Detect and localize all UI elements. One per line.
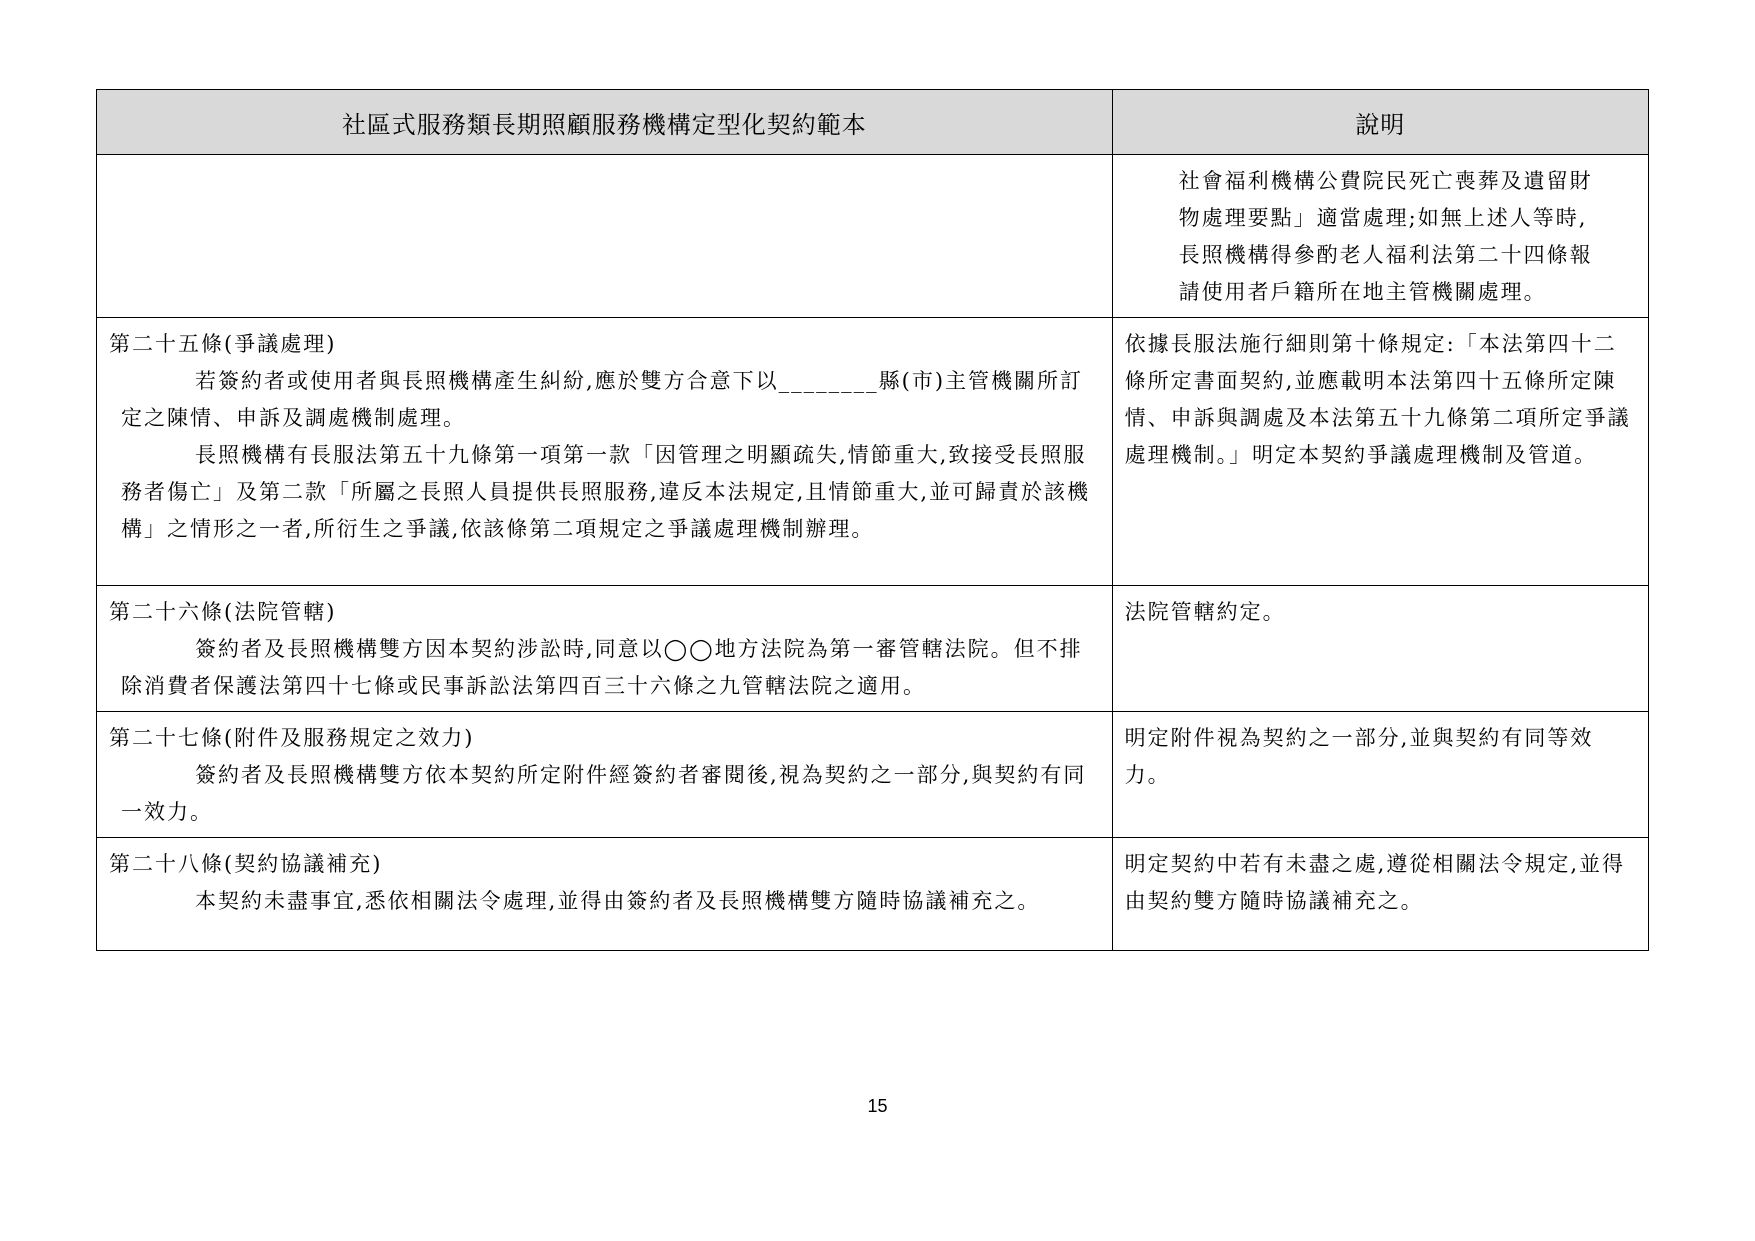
page-number: 15 [867, 1096, 888, 1116]
article-title: 第二十七條(附件及服務規定之效力) [109, 726, 475, 750]
table-row-continued [97, 155, 1649, 318]
article-cell [97, 712, 1113, 838]
article-paragraph: 長照機構有長服法第五十九條第一項第一款「因管理之明顯疏失,情節重大,致接受長照服務者傷亡」及第二款「所屬之長照人員提供長照服務,違反本法規定,且情節重大,並可歸責於該機構」之情形之一者,所衍生之爭議,依該條第二項規定之爭議處理機制辦理。 [121, 443, 1091, 541]
explanation-text: 依據長服法施行細則第十條規定:「本法第四十二條所定書面契約,並應載明本法第四十五條所定陳情、申訴與調處及本法第五十九條第二項所定爭議處理機制。」明定本契約爭議處理機制及管道。 [1124, 332, 1631, 467]
explanation-cell [1112, 318, 1648, 586]
article-title: 第二十六條(法院管轄) [109, 600, 337, 624]
table-row-article-27 [97, 712, 1649, 838]
explanation-text: 明定附件視為契約之一部分,並與契約有同等效力。 [1124, 726, 1594, 787]
table-header-row [97, 90, 1649, 155]
table-row-article-28 [97, 838, 1649, 951]
continued-note-line: 物處理要點」適當處理;如無上述人等時, [1178, 206, 1588, 230]
contract-table [96, 89, 1649, 951]
continued-note-line: 請使用者戶籍所在地主管機關處理。 [1178, 280, 1547, 304]
article-title: 第二十八條(契約協議補充) [109, 852, 383, 876]
continued-right-cell [1112, 155, 1648, 318]
header-explanation: 說明 [1112, 90, 1648, 155]
article-cell [97, 586, 1113, 712]
explanation-cell [1112, 586, 1648, 712]
article-cell [97, 318, 1113, 586]
continued-note-line: 社會福利機構公費院民死亡喪葬及遺留財 [1178, 169, 1593, 193]
header-contract-template: 社區式服務類長期照顧服務機構定型化契約範本 [97, 90, 1113, 155]
explanation-text: 明定契約中若有未盡之處,遵從相關法令規定,並得由契約雙方隨時協議補充之。 [1124, 852, 1625, 913]
article-paragraph: 簽約者及長照機構雙方依本契約所定附件經簽約者審閱後,視為契約之一部分,與契約有同一效力。 [121, 763, 1087, 824]
article-title: 第二十五條(爭議處理) [109, 332, 337, 356]
continued-note-line: 長照機構得參酌老人福利法第二十四條報 [1178, 243, 1593, 267]
continued-left-cell [97, 155, 1113, 318]
article-paragraph: 若簽約者或使用者與長照機構產生糾紛,應於雙方合意下以________縣(市)主管機關所訂定之陳情、申訴及調處機制處理。 [121, 369, 1084, 430]
table-row-article-25 [97, 318, 1649, 586]
article-cell [97, 838, 1113, 951]
explanation-cell [1112, 838, 1648, 951]
table-row-article-26 [97, 586, 1649, 712]
explanation-cell [1112, 712, 1648, 838]
article-paragraph: 本契約未盡事宜,悉依相關法令處理,並得由簽約者及長照機構雙方隨時協議補充之。 [195, 889, 1041, 913]
article-paragraph: 簽約者及長照機構雙方因本契約涉訟時,同意以◯◯地方法院為第一審管轄法院。但不排除消費者保護法第四十七條或民事訴訟法第四百三十六條之九管轄法院之適用。 [121, 637, 1083, 698]
explanation-text: 法院管轄約定。 [1124, 600, 1286, 624]
